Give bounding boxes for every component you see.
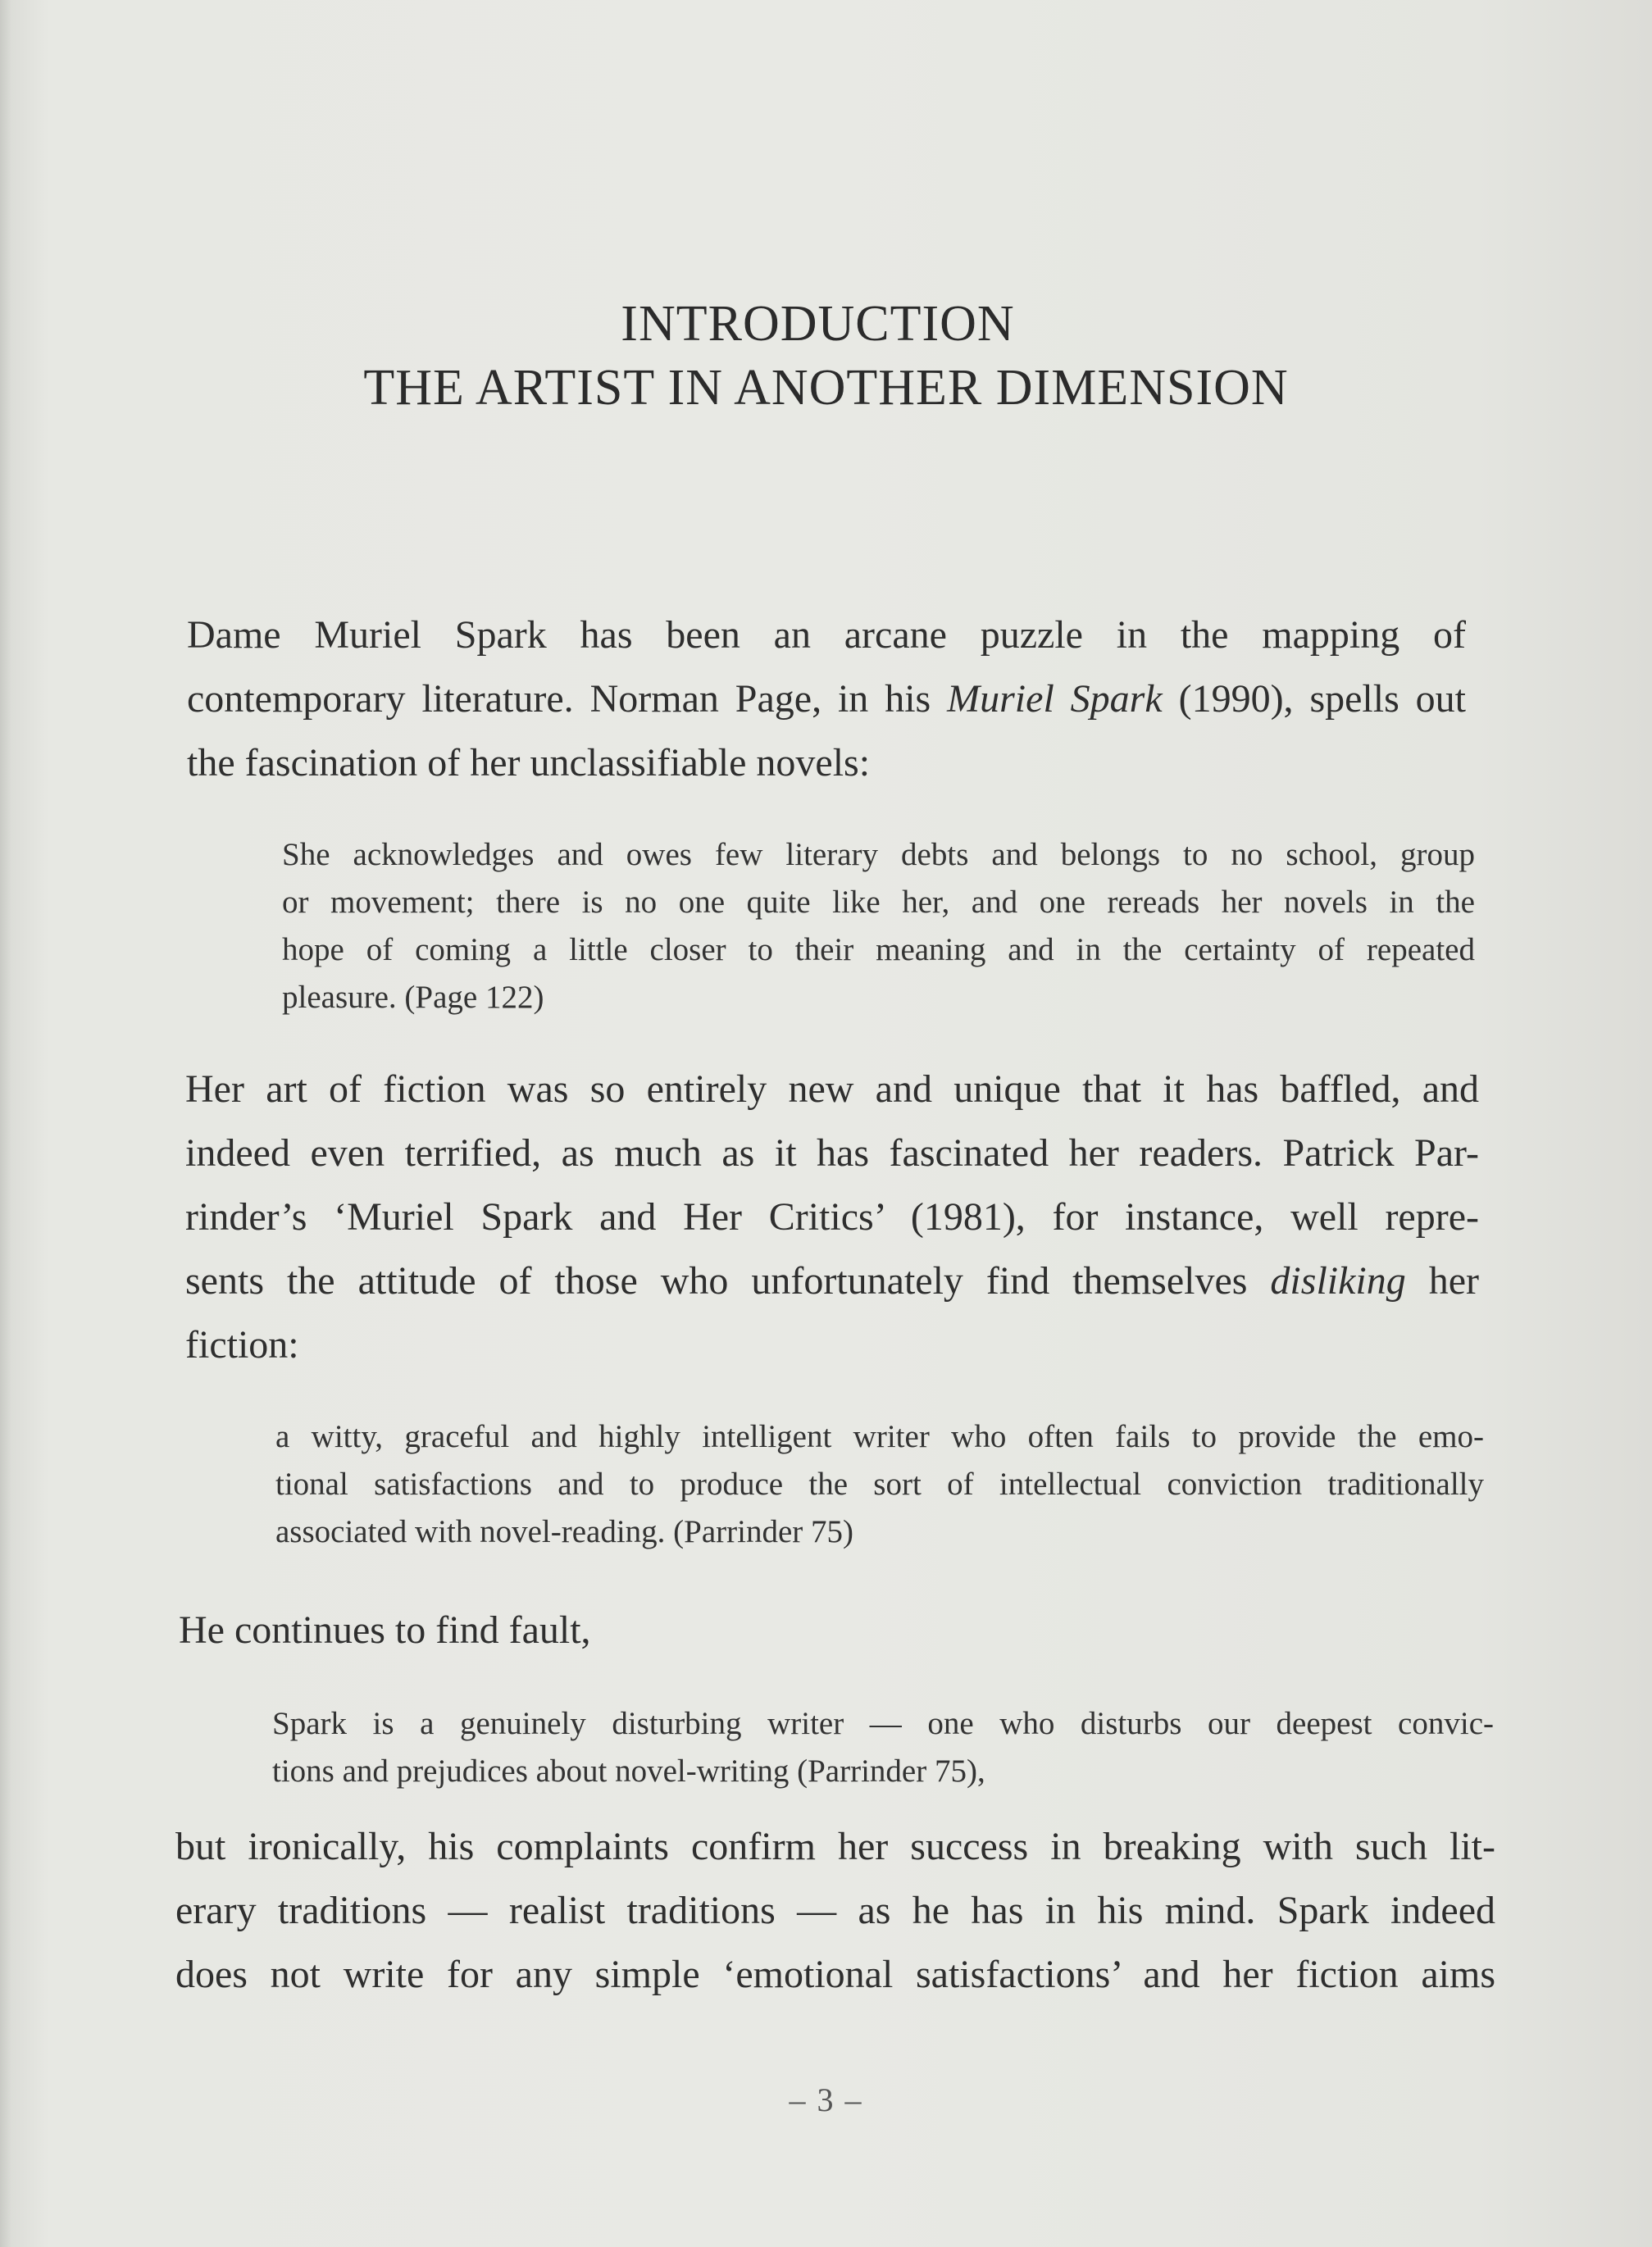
paragraph-1 (187, 603, 1466, 795)
paragraph-3-line-1: He continues to find fault, (179, 1608, 591, 1652)
quote-3-line-1: Spark is a genuinely disturbing writer — one who disturbs our deepest convic- (272, 1706, 1494, 1741)
quote-1-line-2: or movement; there is no one quite like her, and one rereads her novels in the (282, 885, 1475, 920)
book-title-italic: Muriel Spark (947, 677, 1163, 721)
quote-2-line-2: tional satisfactions and to produce the sort of intellectual conviction traditionally (275, 1467, 1484, 1502)
paragraph-4-line-2: erary traditions — realist traditions — as he has in his mind. Spark indeed (175, 1889, 1495, 1932)
block-quote-1 (282, 831, 1475, 1021)
page-number: – 3 – (789, 2081, 863, 2118)
quote-1-line-3: hope of coming a little closer to their meaning and in the certainty of repeated (282, 932, 1475, 967)
chapter-heading: INTRODUCTION (621, 296, 1015, 352)
paragraph-1-line-2-end: (1990), spells out (1178, 677, 1467, 721)
paragraph-4-line-3: does not write for any simple ‘emotional satisfactions’ and her fiction aims (175, 1953, 1495, 1996)
paragraph-1-line-2 (187, 667, 1466, 731)
emphasis-italic: disliking (1270, 1259, 1406, 1303)
paragraph-2-line-1: Her art of fiction was so entirely new and unique that it has baffled, and (185, 1067, 1479, 1111)
paragraph-2 (185, 1058, 1479, 1377)
paragraph-2-line-5: fiction: (185, 1323, 299, 1367)
block-quote-2 (275, 1413, 1484, 1556)
paragraph-1-line-1: Dame Muriel Spark has been an arcane puzzle in the mapping of (187, 613, 1466, 657)
paragraph-2-line-4-end: her (1428, 1259, 1480, 1303)
block-quote-3 (272, 1700, 1494, 1795)
quote-2-line-1: a witty, graceful and highly intelligent writer who often fails to provide the emo- (275, 1419, 1484, 1454)
paragraph-4-line-1: but ironically, his complaints confirm her success in breaking with such lit- (175, 1825, 1495, 1868)
paragraph-4 (175, 1815, 1495, 2007)
quote-2-line-3: associated with novel-reading. (Parrinder 75) (275, 1514, 854, 1549)
quote-1-line-1: She acknowledges and owes few literary debts and belongs to no school, group (282, 837, 1475, 872)
quote-3-line-2: tions and prejudices about novel-writing (Parrinder 75), (272, 1753, 985, 1789)
paragraph-2-line-3: rinder’s ‘Muriel Spark and Her Critics’ (1981), for instance, well repre- (185, 1195, 1479, 1239)
chapter-subheading: THE ARTIST IN ANOTHER DIMENSION (363, 360, 1289, 416)
paragraph-1-line-3: the fascination of her unclassifiable novels: (187, 741, 871, 785)
paragraph-2-line-2: indeed even terrified, as much as it has fascinated her readers. Patrick Par- (185, 1131, 1479, 1175)
paragraph-2-line-4-text: sents the attitude of those who unfortunately find themselves (185, 1259, 1248, 1303)
paragraph-3 (179, 1599, 835, 1663)
paragraph-2-line-4 (185, 1249, 1479, 1313)
quote-1-line-4: pleasure. (Page 122) (282, 980, 544, 1015)
paragraph-1-line-2-text: contemporary literature. Norman Page, in his (187, 677, 931, 721)
